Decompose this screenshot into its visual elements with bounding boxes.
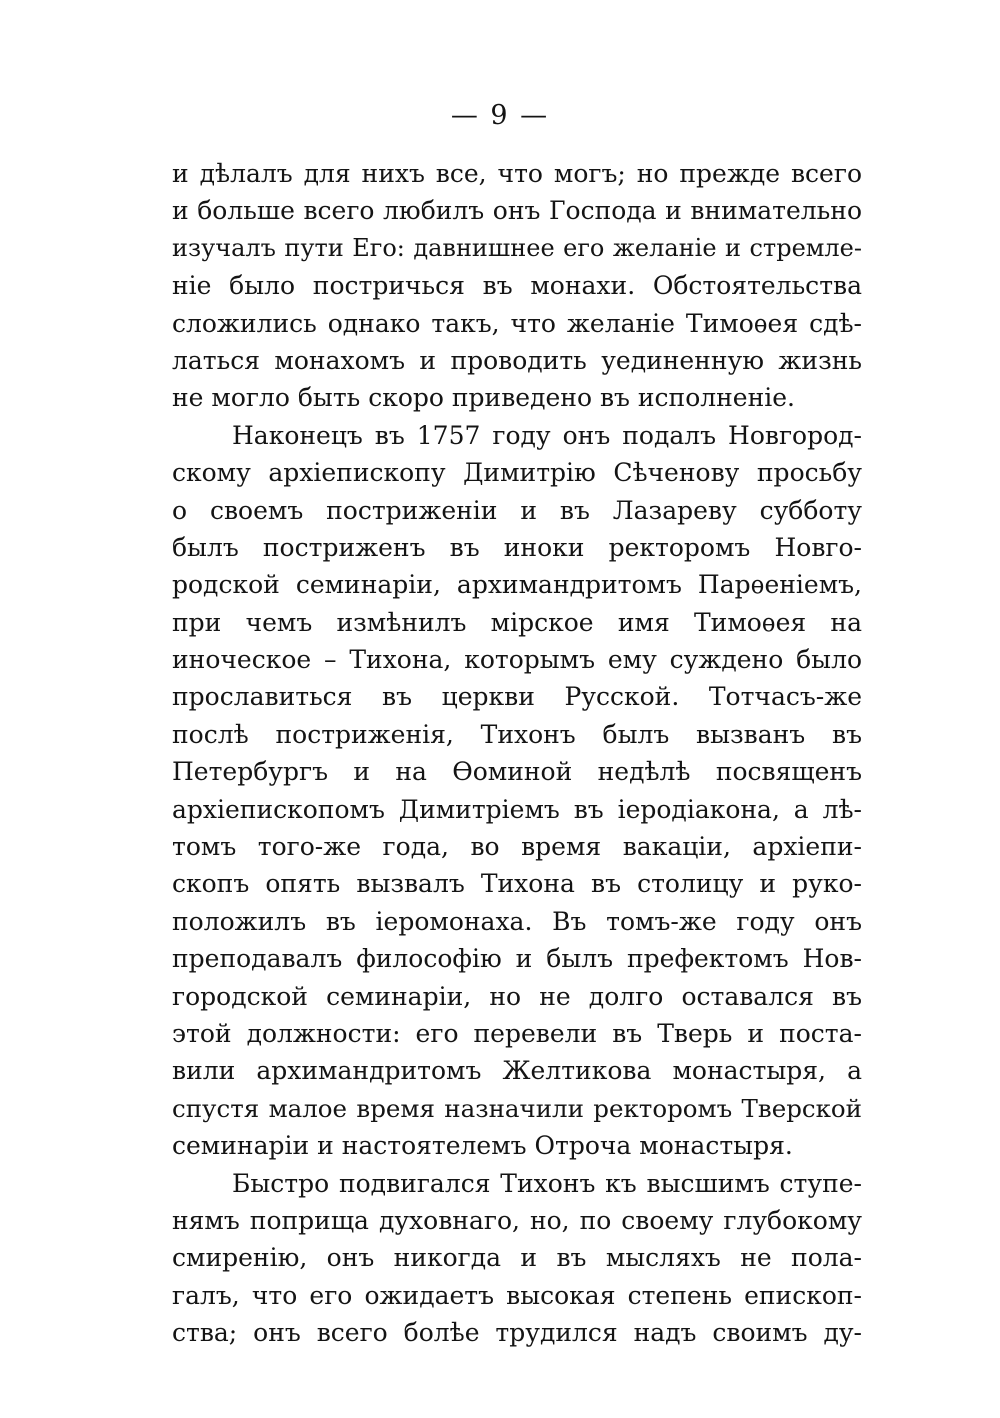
text-line: сложились однако такъ, что желаніе Тимоѳея сдѣ- <box>172 308 862 338</box>
text-line: положилъ въ іеромонаха. Въ томъ-же году онъ <box>172 906 862 936</box>
text-line: латься монахомъ и проводить уединенную жизнь <box>172 345 862 375</box>
text-line: и больше всего любилъ онъ Господа и внимательно <box>172 196 862 226</box>
text-line: послѣ постриженія, Тихонъ былъ вызванъ въ <box>172 719 862 749</box>
text-line: архіепископомъ Димитріемъ въ іеродіакона, а лѣ- <box>172 794 862 824</box>
body-text <box>172 155 862 1352</box>
text-line: ства; онъ всего болѣе трудился надъ своимъ ду- <box>172 1318 862 1348</box>
text-line: этой должности: его перевели въ Тверь и поста- <box>172 1018 862 1048</box>
text-line: семинаріи и настоятелемъ Отроча монастыря. <box>172 1131 793 1161</box>
text-line: спустя малое время назначили ректоромъ Тверской <box>172 1093 862 1123</box>
text-line: изучалъ пути Его: давнишнее его желаніе и стремле- <box>172 233 862 262</box>
text-line: преподавалъ философію и былъ префектомъ Нов- <box>172 944 862 974</box>
text-line: о своемъ постриженіи и въ Лазареву субботу <box>172 495 862 525</box>
page-number: — 9 — <box>450 100 550 131</box>
text-line: и дѣлалъ для нихъ все, что могъ; но прежде всего <box>172 159 862 188</box>
text-line: смиренію, онъ никогда и въ мысляхъ не пола- <box>172 1243 862 1273</box>
text-line: скопъ опять вызвалъ Тихона въ столицу и руко- <box>172 869 862 899</box>
text-line: нямъ поприща духовнаго, но, по своему глубокому <box>172 1205 862 1235</box>
text-line: галъ, что его ожидаетъ высокая степень епископ- <box>172 1280 862 1310</box>
text-line: при чемъ измѣнилъ мірское имя Тимоѳея на <box>172 607 862 637</box>
text-line: Петербургъ и на Ѳоминой недѣлѣ посвященъ <box>172 757 862 787</box>
text-line: скому архіепископу Димитрію Сѣченову просьбу <box>172 458 862 488</box>
paragraph-start-line: Быстро подвигался Тихонъ къ высшимъ ступе- <box>232 1168 862 1198</box>
text-line: томъ того-же года, во время вакаціи, архіепи- <box>172 832 862 862</box>
text-line: городской семинаріи, но не долго оставался въ <box>172 981 862 1011</box>
text-line: вили архимандритомъ Желтикова монастыря, а <box>172 1056 862 1086</box>
text-line: прославиться въ церкви Русской. Тотчасъ-же <box>172 682 862 712</box>
text-line: былъ постриженъ въ иноки ректоромъ Новго- <box>172 532 862 562</box>
paragraph-start-line: Наконецъ въ 1757 году онъ подалъ Новгород- <box>232 420 862 450</box>
text-line: не могло быть скоро приведено въ исполненіе. <box>172 383 795 413</box>
text-line: ніе было постричься въ монахи. Обстоятельства <box>172 271 862 301</box>
text-line: иноческое – Тихона, которымъ ему суждено было <box>172 645 862 675</box>
text-line: родской семинаріи, архимандритомъ Парѳеніемъ, <box>172 570 862 600</box>
